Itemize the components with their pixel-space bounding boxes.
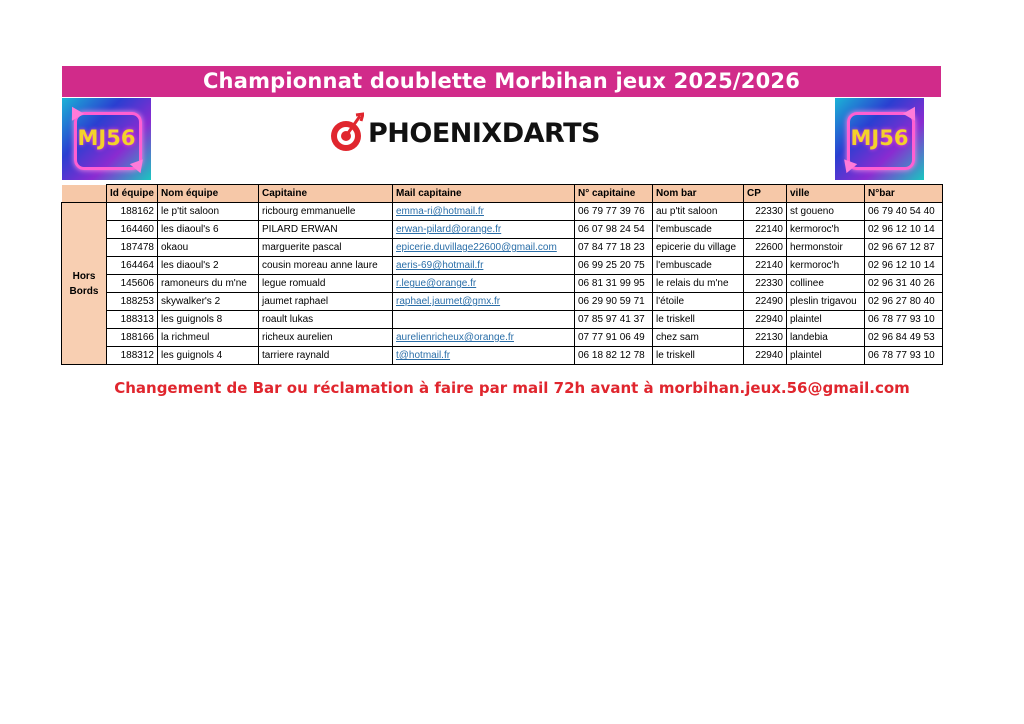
bar-phone-cell: 02 96 27 80 40 (865, 293, 943, 311)
table-row (62, 275, 943, 293)
team-id-cell: 188162 (107, 203, 158, 221)
mj56-logo-text: MJ56 (77, 126, 136, 150)
city-cell: collinee (787, 275, 865, 293)
captain-phone-cell: 06 99 25 20 75 (575, 257, 653, 275)
city-cell: landebia (787, 329, 865, 347)
column-header-cp: CP (744, 185, 787, 203)
team-name-cell: ramoneurs du m'ne (158, 275, 259, 293)
table-row (62, 311, 943, 329)
table-row (62, 203, 943, 221)
team-name-cell: les guignols 4 (158, 347, 259, 365)
team-name-cell: les guignols 8 (158, 311, 259, 329)
column-header-bar: Nom bar (653, 185, 744, 203)
captain-phone-cell: 07 77 91 06 49 (575, 329, 653, 347)
bar-name-cell: le triskell (653, 347, 744, 365)
captain-mail-cell[interactable]: aurelienricheux@orange.fr (393, 329, 575, 347)
team-name-cell: les diaoul's 6 (158, 221, 259, 239)
captain-mail-cell[interactable]: raphael.jaumet@gmx.fr (393, 293, 575, 311)
captain-phone-cell: 06 07 98 24 54 (575, 221, 653, 239)
footer-notice: Changement de Bar ou réclamation à faire par mail 72h avant à morbihan.jeux.56@gmail.com (114, 379, 910, 397)
header-spacer (62, 185, 107, 203)
captain-mail-cell[interactable]: erwan-pilard@orange.fr (393, 221, 575, 239)
postal-code-cell: 22330 (744, 203, 787, 221)
captain-cell: tarriere raynald (259, 347, 393, 365)
postal-code-cell: 22940 (744, 347, 787, 365)
team-id-cell: 187478 (107, 239, 158, 257)
mj56-logo-text: MJ56 (850, 126, 909, 150)
bar-name-cell: epicerie du village (653, 239, 744, 257)
column-header-id: Id équipe (107, 185, 158, 203)
team-name-cell: skywalker's 2 (158, 293, 259, 311)
bar-phone-cell: 02 96 12 10 14 (865, 257, 943, 275)
phoenixdarts-wordmark: PHOENIXDARTS (368, 117, 600, 149)
table-row (62, 257, 943, 275)
captain-mail-cell (393, 311, 575, 329)
captain-phone-cell: 06 29 90 59 71 (575, 293, 653, 311)
page-title: Championnat doublette Morbihan jeux 2025/2026 (62, 66, 941, 97)
city-cell: st goueno (787, 203, 865, 221)
captain-cell: cousin moreau anne laure (259, 257, 393, 275)
captain-phone-cell: 07 84 77 18 23 (575, 239, 653, 257)
group-label: Hors Bords (62, 203, 107, 365)
captain-phone-cell: 07 85 97 41 37 (575, 311, 653, 329)
city-cell: hermonstoir (787, 239, 865, 257)
table-row (62, 239, 943, 257)
city-cell: pleslin trigavou (787, 293, 865, 311)
column-header-team: Nom équipe (158, 185, 259, 203)
postal-code-cell: 22130 (744, 329, 787, 347)
bar-name-cell: l'embuscade (653, 221, 744, 239)
teams-table (61, 184, 943, 365)
team-id-cell: 188313 (107, 311, 158, 329)
column-header-captain: Capitaine (259, 185, 393, 203)
postal-code-cell: 22330 (744, 275, 787, 293)
team-id-cell: 164460 (107, 221, 158, 239)
bar-phone-cell: 06 78 77 93 10 (865, 347, 943, 365)
postal-code-cell: 22940 (744, 311, 787, 329)
bar-phone-cell: 02 96 84 49 53 (865, 329, 943, 347)
city-cell: kermoroc'h (787, 257, 865, 275)
table-row (62, 293, 943, 311)
bar-name-cell: le triskell (653, 311, 744, 329)
team-name-cell: le p'tit saloon (158, 203, 259, 221)
table-row (62, 221, 943, 239)
captain-mail-cell[interactable]: emma-ri@hotmail.fr (393, 203, 575, 221)
captain-cell: roault lukas (259, 311, 393, 329)
team-id-cell: 188312 (107, 347, 158, 365)
team-id-cell: 164464 (107, 257, 158, 275)
bar-phone-cell: 02 96 12 10 14 (865, 221, 943, 239)
table-row (62, 329, 943, 347)
bar-name-cell: au p'tit saloon (653, 203, 744, 221)
postal-code-cell: 22140 (744, 257, 787, 275)
captain-cell: jaumet raphael (259, 293, 393, 311)
captain-mail-cell[interactable]: t@hotmail.fr (393, 347, 575, 365)
table-row (62, 347, 943, 365)
captain-cell: ricbourg emmanuelle (259, 203, 393, 221)
table-header-row (62, 185, 943, 203)
captain-mail-cell[interactable]: epicerie.duvillage22600@gmail.com (393, 239, 575, 257)
bar-phone-cell: 02 96 67 12 87 (865, 239, 943, 257)
captain-cell: PILARD ERWAN (259, 221, 393, 239)
mj56-logo-left (62, 98, 151, 180)
bar-name-cell: l'embuscade (653, 257, 744, 275)
postal-code-cell: 22600 (744, 239, 787, 257)
captain-phone-cell: 06 79 77 39 76 (575, 203, 653, 221)
column-header-city: ville (787, 185, 865, 203)
captain-cell: marguerite pascal (259, 239, 393, 257)
mj56-logo-right (835, 98, 924, 180)
team-name-cell: la richmeul (158, 329, 259, 347)
captain-phone-cell: 06 18 82 12 78 (575, 347, 653, 365)
team-name-cell: les diaoul's 2 (158, 257, 259, 275)
team-id-cell: 188166 (107, 329, 158, 347)
postal-code-cell: 22490 (744, 293, 787, 311)
team-name-cell: okaou (158, 239, 259, 257)
column-header-phone: N° capitaine (575, 185, 653, 203)
bar-phone-cell: 02 96 31 40 26 (865, 275, 943, 293)
bar-name-cell: l'étoile (653, 293, 744, 311)
phoenixdarts-logo (330, 110, 600, 156)
captain-mail-cell[interactable]: r.legue@orange.fr (393, 275, 575, 293)
bar-name-cell: chez sam (653, 329, 744, 347)
city-cell: plaintel (787, 311, 865, 329)
captain-cell: legue romuald (259, 275, 393, 293)
captain-phone-cell: 06 81 31 99 95 (575, 275, 653, 293)
column-header-bar-phone: N°bar (865, 185, 943, 203)
team-id-cell: 188253 (107, 293, 158, 311)
postal-code-cell: 22140 (744, 221, 787, 239)
captain-cell: richeux aurelien (259, 329, 393, 347)
city-cell: plaintel (787, 347, 865, 365)
bar-phone-cell: 06 79 40 54 40 (865, 203, 943, 221)
city-cell: kermoroc'h (787, 221, 865, 239)
bar-name-cell: le relais du m'ne (653, 275, 744, 293)
dart-target-icon (330, 112, 364, 154)
team-id-cell: 145606 (107, 275, 158, 293)
bar-phone-cell: 06 78 77 93 10 (865, 311, 943, 329)
captain-mail-cell[interactable]: aeris-69@hotmail.fr (393, 257, 575, 275)
column-header-mail: Mail capitaine (393, 185, 575, 203)
